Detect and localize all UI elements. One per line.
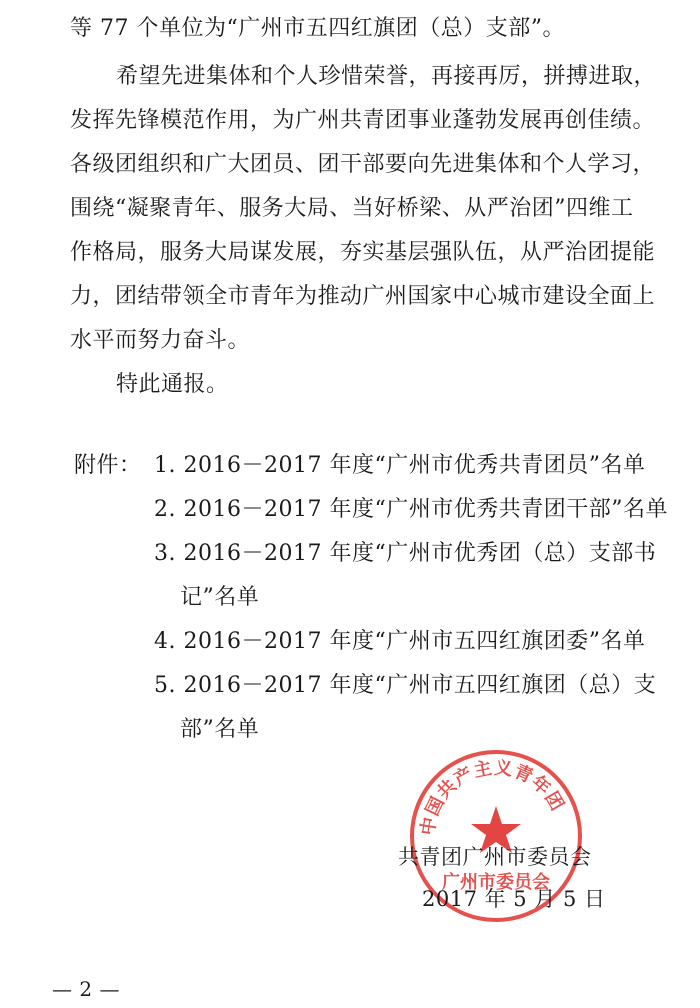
body-line: 围绕“凝聚青年、服务大局、当好桥梁、从严治团”四维工 <box>70 196 634 221</box>
attachment-item: 3. 2016－2017 年度“广州市优秀团（总）支部书 <box>154 541 657 566</box>
body-line: 力，团结带领全市青年为推动广州国家中心城市建设全面上 <box>70 284 656 309</box>
page-number: — 2 — <box>52 977 120 1001</box>
body-line: 发挥先锋模范作用，为广州共青团事业蓬勃发展再创佳绩。 <box>70 108 656 133</box>
body-line: 希望先进集体和个人珍惜荣誉，再接再厉，拼搏进取， <box>116 64 657 89</box>
body-line: 作格局，服务大局谋发展，夯实基层强队伍，从严治团提能 <box>70 240 656 265</box>
body-line: 各级团组织和广大团员、团干部要向先进集体和个人学习， <box>70 152 656 177</box>
attachment-item: 4. 2016－2017 年度“广州市五四红旗团委”名单 <box>154 629 646 654</box>
signature-org: 共青团广州市委员会 <box>398 845 592 869</box>
attachments-label: 附件： <box>74 453 142 478</box>
svg-text:中国共产主义青年团: 中国共产主义青年团 <box>417 757 569 837</box>
attachment-item: 1. 2016－2017 年度“广州市优秀共青团员”名单 <box>154 453 646 478</box>
signature-date: 2017 年 5 月 5 日 <box>422 887 606 911</box>
body-line: 水平而努力奋斗。 <box>70 328 251 353</box>
body-line: 等 77 个单位为“广州市五四红旗团（总）支部”。 <box>70 16 565 41</box>
attachment-item-continuation: 记”名单 <box>180 585 260 610</box>
attachment-item: 5. 2016－2017 年度“广州市五四红旗团（总）支 <box>154 673 657 698</box>
attachment-item-continuation: 部”名单 <box>180 717 260 742</box>
closing-line: 特此通报。 <box>116 372 229 397</box>
attachment-item: 2. 2016－2017 年度“广州市优秀共青团干部”名单 <box>154 497 668 522</box>
svg-text:广州市委员会: 广州市委员会 <box>442 872 550 893</box>
